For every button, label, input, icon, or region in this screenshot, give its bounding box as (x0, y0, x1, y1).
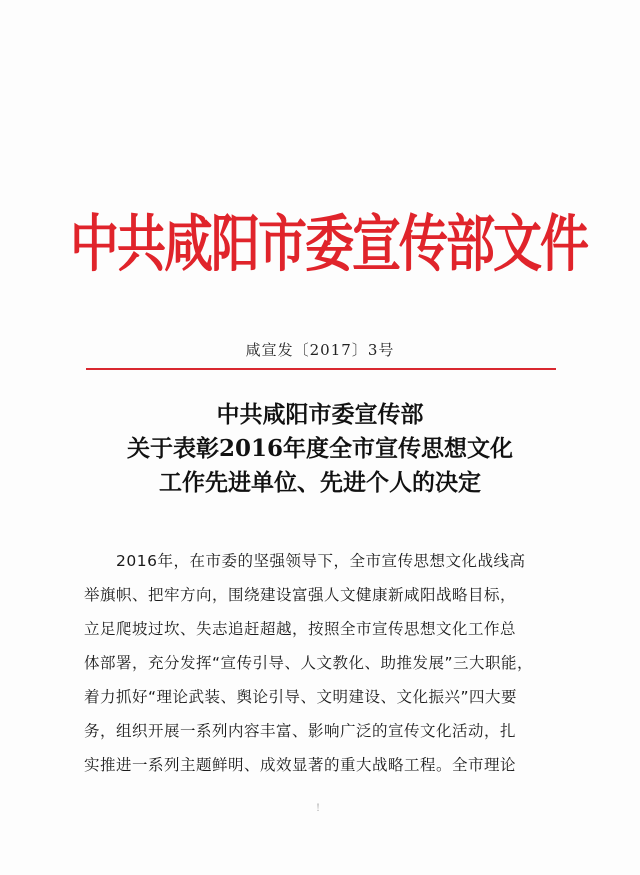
body-line: 着力抓好“理论武装、舆论引导、文明建设、文化振兴”四大要 (84, 688, 518, 706)
document-number: 咸宣发〔2017〕3号 (245, 341, 395, 359)
title-line: 关于表彰2016年度全市宣传思想文化 (126, 435, 513, 462)
red-divider-line (86, 368, 556, 370)
body-line: 举旗帜、把牢方向，围绕建设富强人文健康新咸阳战略目标， (84, 586, 517, 604)
document-title (0, 398, 640, 500)
title-line: 工作先进单位、先进个人的决定 (159, 469, 481, 496)
body-line: 务，组织开展一系列内容丰富、影响广泛的宣传文化活动，扎 (84, 722, 517, 740)
document-body (84, 544, 560, 782)
body-line: 实推进一系列主题鲜明、成效显著的重大战略工程。全市理论 (84, 756, 517, 774)
body-line: 2016年，在市委的坚强领导下，全市宣传思想文化战线高 (116, 552, 526, 570)
letterhead-title: 中共咸阳市委宣传部文件 (70, 207, 588, 280)
body-line: 立足爬坡过坎、失志追赶超越，按照全市宣传思想文化工作总 (84, 620, 517, 638)
page-mark: ! (316, 803, 321, 814)
body-line: 体部署，充分发挥“宣传引导、人文教化、助推发展”三大职能， (84, 654, 534, 672)
title-line: 中共咸阳市委宣传部 (216, 401, 424, 428)
